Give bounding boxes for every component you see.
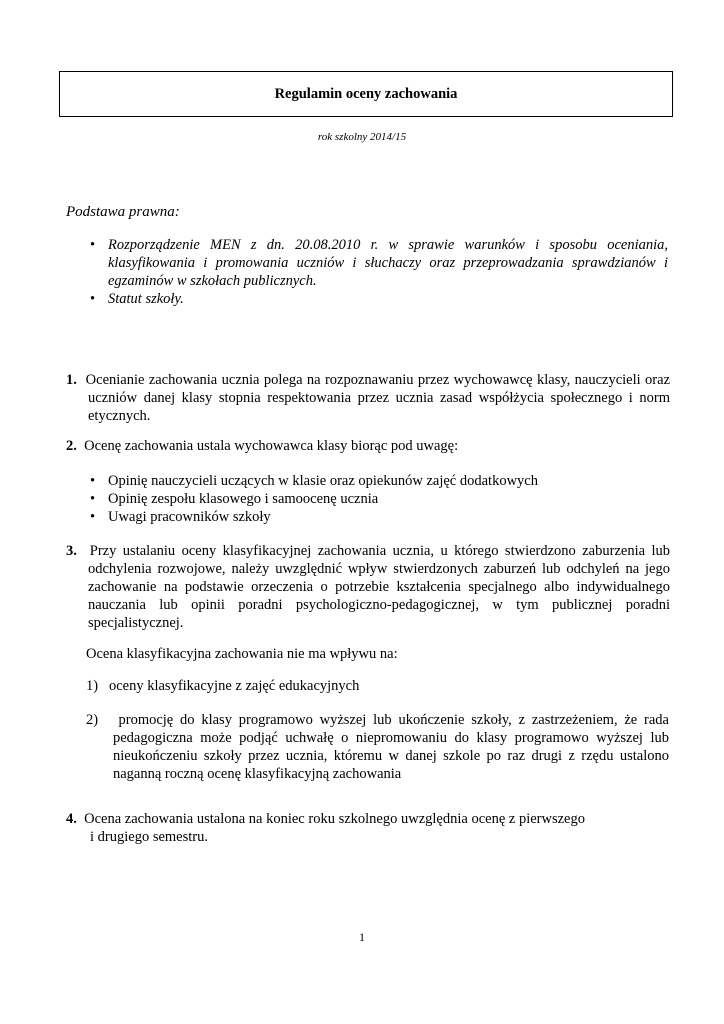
section-4	[66, 810, 676, 846]
section-4-text-line1: Ocena zachowania ustalona na koniec roku szkolnego uwzględnia ocenę z pierwszego	[84, 811, 585, 827]
section-2	[66, 437, 670, 455]
legal-basis-heading: Podstawa prawna:	[66, 204, 180, 220]
bullet-icon: •	[90, 509, 96, 525]
bullet-icon: •	[90, 491, 96, 507]
section-number: 3.	[66, 543, 77, 559]
section-1-text: Ocenianie zachowania ucznia polega na rozpoznawaniu przez wychowawcę klasy, nauczycieli oraz uczniów danej klasy stopnia respektowania przez ucznia zasad współżycia społecznego i norm etycznych.	[85, 372, 671, 424]
opinion-item: Opinię zespołu klasowego i samoocenę ucznia	[108, 491, 379, 507]
section-number: 2.	[66, 438, 77, 454]
legal-basis-regulation: Rozporządzenie MEN z dn. 20.08.2010 r. w sprawie warunków i sposobu oceniania, klasyfikowania i promowania uczniów i słuchaczy oraz przeprowadzania sprawdzianów i egzaminów w szkołach publicznych.	[108, 237, 668, 289]
opinions-list	[88, 472, 668, 526]
section-3	[66, 542, 670, 632]
list-item	[88, 490, 668, 508]
legal-basis-list	[88, 236, 668, 308]
bullet-icon: •	[90, 473, 96, 489]
item-marker: 2)	[86, 712, 99, 728]
school-year: rok szkolny 2014/15	[317, 131, 407, 143]
title-box	[59, 71, 673, 117]
list-item	[88, 508, 668, 526]
opinion-item: Uwagi pracowników szkoły	[108, 509, 271, 525]
bullet-icon: •	[90, 291, 96, 307]
item-text: promocję do klasy programowo wyższej lub ukończenie szkoły, z zastrzeżeniem, że rada pedagogiczna może podjąć uchwałę o niepromowaniu do klasy programowo wyższej lub nieukończeniu szkoły przez ucznia, któremu w danej szkole po raz drugi z rzędu ustalono naganną roczną ocenę klasyfikacyjną zachowania	[113, 712, 669, 782]
list-item	[88, 472, 668, 490]
opinion-item: Opinię nauczycieli uczących w klasie oraz opiekunów zajęć dodatkowych	[108, 473, 538, 489]
legal-basis-statute: Statut szkoły.	[108, 291, 184, 307]
section-2-text: Ocenę zachowania ustala wychowawca klasy biorąc pod uwagę:	[84, 438, 459, 454]
bullet-icon: •	[90, 237, 96, 253]
item-marker: 1)	[86, 678, 99, 694]
section-number: 1.	[66, 372, 77, 388]
list-item	[88, 290, 668, 308]
section-1	[66, 371, 670, 425]
no-effect-item-2	[86, 711, 669, 783]
no-effect-intro: Ocena klasyfikacyjna zachowania nie ma wpływu na:	[86, 646, 398, 662]
section-4-text-line2: i drugiego semestru.	[90, 829, 208, 845]
page-number: 1	[359, 930, 365, 944]
section-number: 4.	[66, 811, 77, 827]
document-title: Regulamin oceny zachowania	[274, 86, 458, 102]
list-item	[88, 236, 668, 290]
section-3-text: Przy ustalaniu oceny klasyfikacyjnej zachowania ucznia, u którego stwierdzono zaburzenia lub odchylenia rozwojowe, należy uwzględnić wpływ stwierdzonych zaburzeń lub odchyleń na jego zachowanie na podstawie orzeczenia o potrzebie kształcenia specjalnego albo indywidualnego nauczania lub opinii poradni psychologiczno-pedagogicznej, w tym publicznej poradni specjalistycznej.	[88, 543, 671, 631]
no-effect-item-1	[86, 677, 669, 695]
item-text: oceny klasyfikacyjne z zajęć edukacyjnych	[108, 678, 360, 694]
